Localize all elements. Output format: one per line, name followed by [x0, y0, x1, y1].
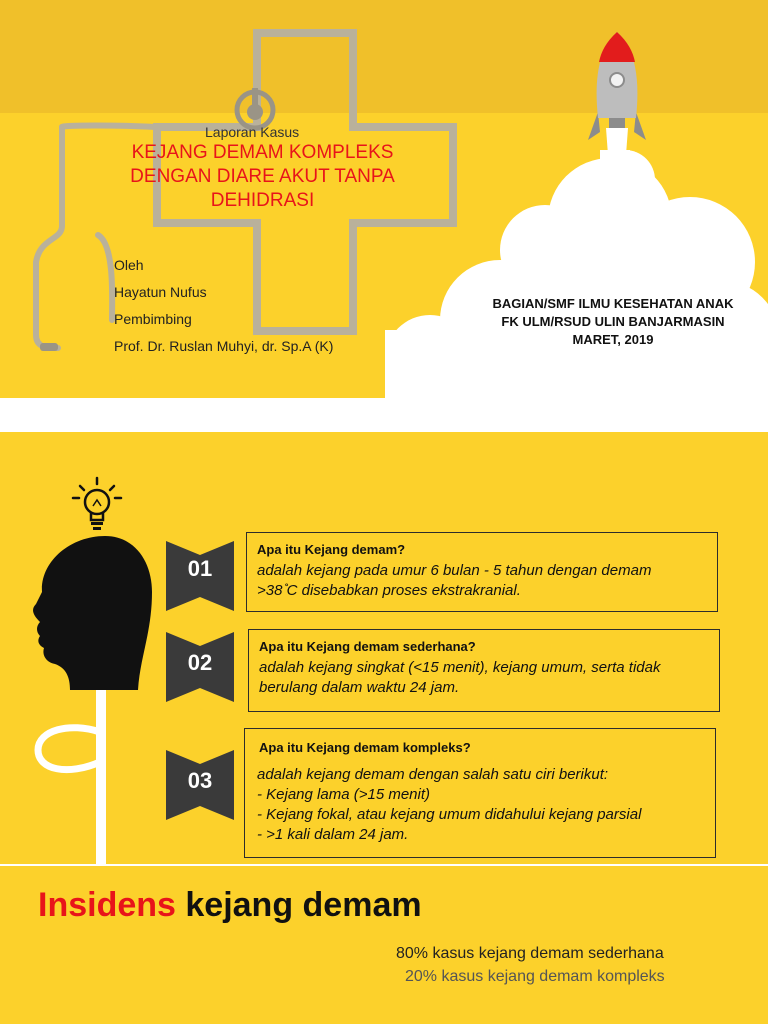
number-label-box [166, 650, 234, 680]
by-label: Oleh [114, 257, 144, 273]
title-line: DEHIDRASI [210, 190, 315, 211]
definition-card [248, 629, 720, 712]
title-line: DENGAN DIARE AKUT TANPA [130, 166, 395, 187]
card-question: Apa itu Kejang demam kompleks? [259, 740, 471, 755]
heading-highlight: Insidens [38, 886, 176, 924]
card-question: Apa itu Kejang demam sederhana? [259, 639, 476, 654]
supervisor-label: Pembimbing [114, 311, 192, 327]
heading-rest: kejang demam [175, 886, 422, 924]
department-line: FK ULM/RSUD ULIN BANJARMASIN [501, 314, 725, 329]
incidence-stat-simple: 80% kasus kejang demam sederhana [396, 945, 664, 962]
card-answer: adalah kejang pada umur 6 bulan - 5 tahun dengan demam >38 ̊C disebabkan proses ekstrakranial. [257, 562, 652, 599]
number-label-box [166, 556, 234, 586]
department-info [458, 295, 768, 349]
definition-card [246, 532, 718, 612]
incidence-stat-complex: 20% kasus kejang demam kompleks [405, 968, 665, 985]
supervisor-name: Prof. Dr. Ruslan Muhyi, dr. Sp.A (K) [114, 338, 334, 354]
definition-card [244, 728, 716, 858]
card-answer: adalah kejang demam dengan salah satu ciri berikut: - Kejang lama (>15 menit) - Kejang fokal, atau kejang umum didahului kejang parsial - >1 kali dalam 24 jam. [257, 766, 642, 843]
number-label: 01 [187, 556, 213, 581]
department-line: MARET, 2019 [572, 332, 654, 347]
report-label: Laporan Kasus [205, 124, 300, 140]
number-label: 02 [187, 650, 213, 675]
card-question: Apa itu Kejang demam? [257, 542, 406, 557]
incidence-heading [38, 886, 422, 925]
title-slide [0, 0, 768, 398]
introduction-slide [0, 432, 768, 864]
title-line: KEJANG DEMAM KOMPLEKS [131, 142, 394, 163]
number-label-box [166, 768, 234, 798]
department-line: BAGIAN/SMF ILMU KESEHATAN ANAK [492, 296, 734, 311]
author-name: Hayatun Nufus [114, 284, 207, 300]
card-answer: adalah kejang singkat (<15 menit), kejang umum, serta tidak berulang dalam waktu 24 jam. [259, 659, 661, 696]
number-label: 03 [187, 768, 213, 793]
